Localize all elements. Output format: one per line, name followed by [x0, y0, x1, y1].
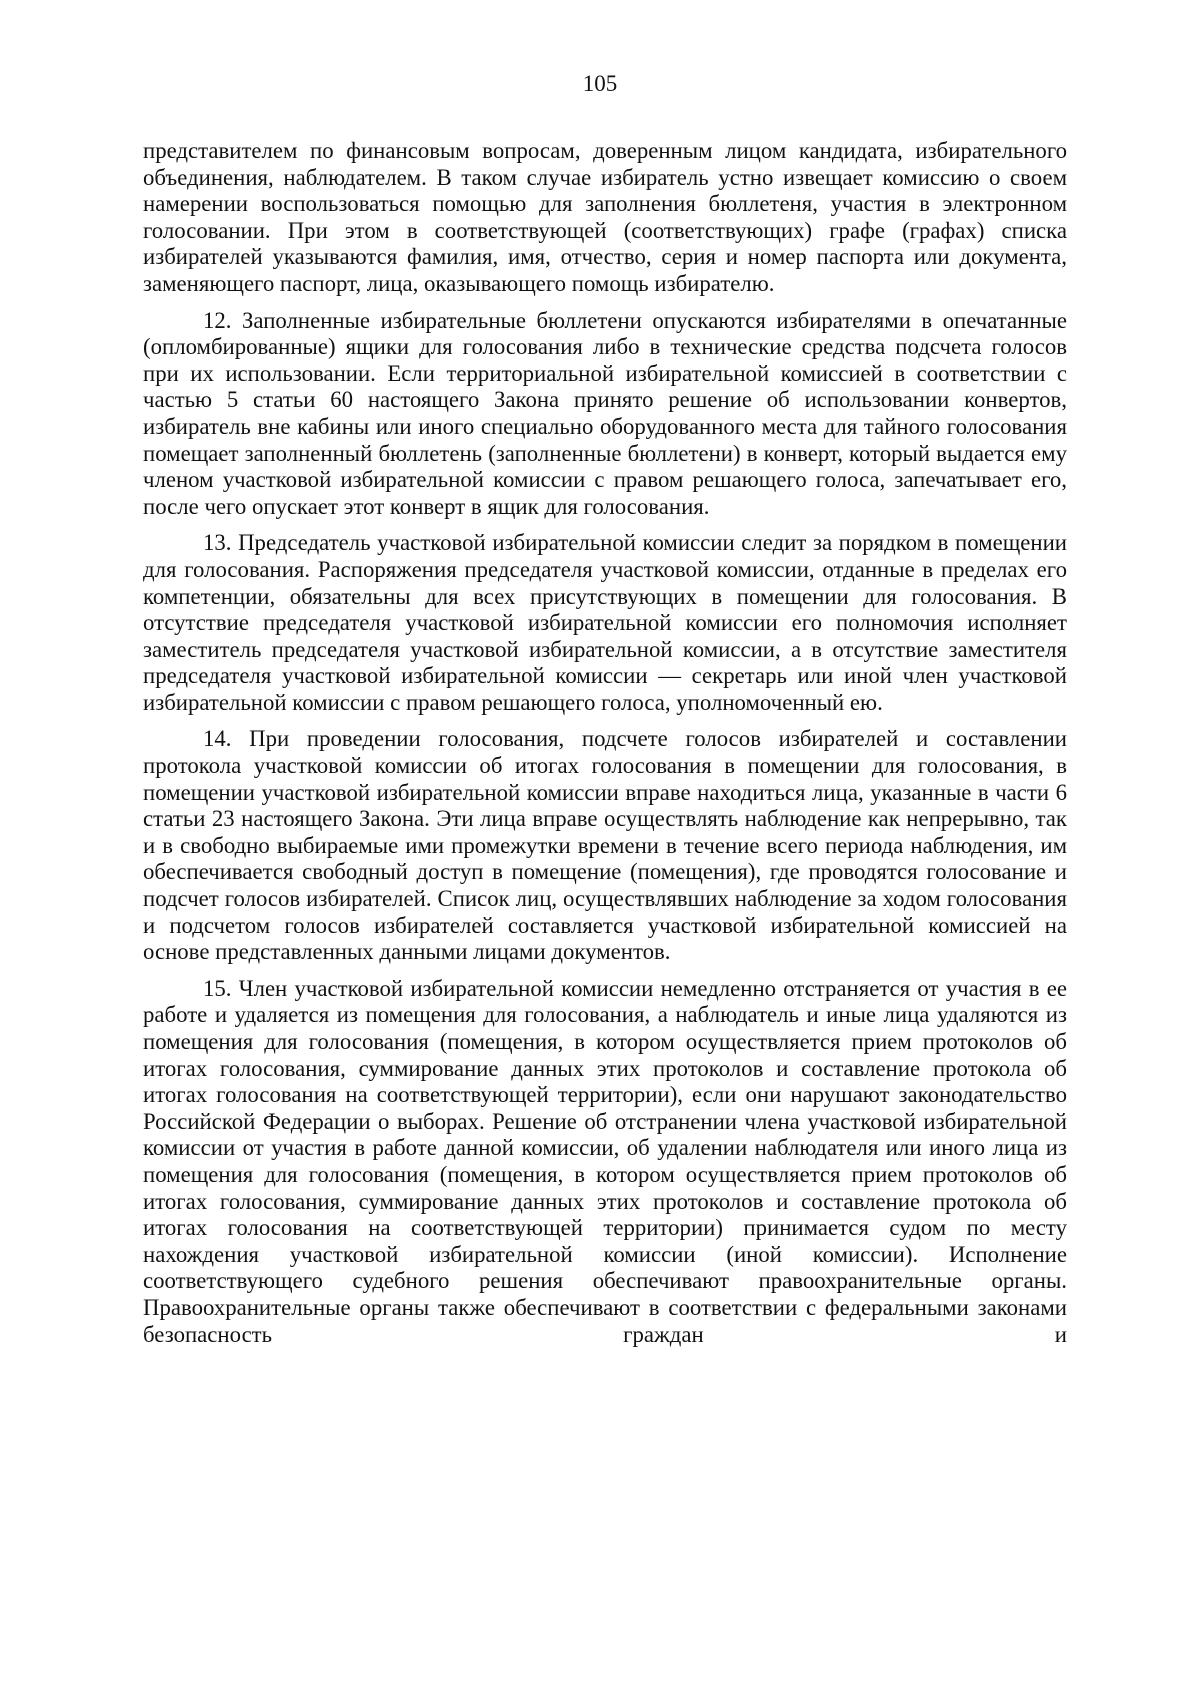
paragraph-15: 15. Член участковой избирательной комиссии немедленно отстраняется от участия в ее работе и удаляется из помещения для голосования, а наблюдатель и иные лица удаляются из помещения для голосования (помещения, в котором осуществляется прием протоколов об итогах голосования, суммирование данных этих протоколов и составление протокола об итогах голосования на соответствующей территории), если они нарушают законодательство Российской Федерации о выборах. Решение об отстранении члена участковой избирательной комиссии от участия в работе данной комиссии, об удалении наблюдателя или иного лица из помещения для голосования (помещения, в котором осуществляется прием протоколов об итогах голосования, суммирование данных этих протоколов и составление протокола об итогах голосования на соответствующей территории) принимается судом по месту нахождения участковой избирательной комиссии (иной комиссии). Исполнение соответствующего судебного решения обеспечивают правоохранительные органы. Правоохранительные органы также обеспечивают в соответствии с федеральными законами безопасность граждан и — [143, 975, 1067, 1347]
document-body — [143, 138, 1067, 1358]
paragraph-13: 13. Председатель участковой избирательной комиссии следит за порядком в помещении для голосования. Распоряжения председателя участковой комиссии, отданные в пределах его компетенции, обязательны для всех присутствующих в помещении для голосования. В отсутствие председателя участковой избирательной комиссии его полномочия исполняет заместитель председателя участковой избирательной комиссии, а в отсутствие заместителя председателя участковой избирательной комиссии — секретарь или иной член участковой избирательной комиссии с правом решающего голоса, уполномоченный ею. — [143, 530, 1067, 715]
paragraph-continuation: представителем по финансовым вопросам, доверенным лицом кандидата, избирательного объединения, наблюдателем. В таком случае избиратель устно извещает комиссию о своем намерении воспользоваться помощью для заполнения бюллетеня, участия в электронном голосовании. При этом в соответствующей (соответствующих) графе (графах) списка избирателей указываются фамилия, имя, отчество, серия и номер паспорта или документа, заменяющего паспорт, лица, оказывающего помощь избирателю. — [143, 138, 1067, 296]
page-number: 105 — [582, 71, 618, 96]
paragraph-14: 14. При проведении голосования, подсчете голосов избирателей и составлении протокола участковой комиссии об итогах голосования в помещении для голосования, в помещении участковой избирательной комиссии вправе находиться лица, указанные в части 6 статьи 23 настоящего Закона. Эти лица вправе осуществлять наблюдение как непрерывно, так и в свободно выбираемые ими промежутки времени в течение всего периода наблюдения, им обеспечивается свободный доступ в помещение (помещения), где проводятся голосование и подсчет голосов избирателей. Список лиц, осуществлявших наблюдение за ходом голосования и подсчетом голосов избирателей составляется участковой избирательной комиссией на основе представленных данными лицами документов. — [143, 726, 1067, 965]
paragraph-12: 12. Заполненные избирательные бюллетени опускаются избирателями в опечатанные (опломбированные) ящики для голосования либо в технические средства подсчета голосов при их использовании. Если территориальной избирательной комиссией в соответствии с частью 5 статьи 60 настоящего Закона принято решение об использовании конвертов, избиратель вне кабины или иного специально оборудованного места для тайного голосования помещает заполненный бюллетень (заполненные бюллетени) в конверт, который выдается ему членом участковой избирательной комиссии с правом решающего голоса, запечатывает его, после чего опускает этот конверт в ящик для голосования. — [143, 307, 1067, 519]
